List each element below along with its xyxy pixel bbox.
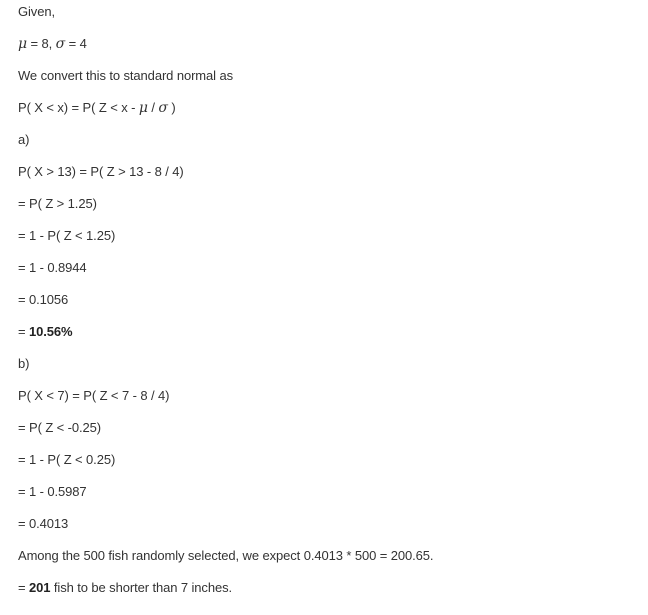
part-b-step: = P( Z < -0.25) <box>18 420 102 435</box>
answer-prefix: = <box>18 324 30 339</box>
answer-value: 10.56% <box>29 324 73 339</box>
part-a-step: = P( Z > 1.25) <box>18 196 97 211</box>
part-a-step: P( X > 13) = P( Z > 13 - 8 / 4) <box>18 164 184 179</box>
part-a-step: = 1 - 0.8944 <box>18 260 87 275</box>
given-label: Given, <box>18 4 55 19</box>
formula-mid: / <box>147 100 159 115</box>
sigma-value: = 4 <box>65 36 87 51</box>
part-b-step: = 1 - P( Z < 0.25) <box>18 452 116 467</box>
answer-value: 201 <box>29 580 51 595</box>
answer-suffix: fish to be shorter than 7 inches. <box>50 580 233 595</box>
part-a-label: a) <box>18 132 30 147</box>
sigma-symbol: σ <box>158 100 168 116</box>
part-a-final-answer <box>18 324 73 340</box>
expectation-sentence: Among the 500 fish randomly selected, we expect 0.4013 * 500 = 200.65. <box>18 548 434 563</box>
formula-prefix: P( X < x) = P( Z < x - <box>18 100 139 115</box>
mu-symbol: μ <box>138 100 148 116</box>
given-parameters <box>18 36 87 52</box>
convert-sentence: We convert this to standard normal as <box>18 68 233 83</box>
part-a-step: = 1 - P( Z < 1.25) <box>18 228 116 243</box>
part-b-label: b) <box>18 356 30 371</box>
standardization-formula <box>18 100 176 116</box>
part-b-step: P( X < 7) = P( Z < 7 - 8 / 4) <box>18 388 170 403</box>
mu-symbol: μ <box>18 36 27 52</box>
part-a-step: = 0.1056 <box>18 292 69 307</box>
part-b-final-answer <box>18 580 232 596</box>
part-b-step: = 1 - 0.5987 <box>18 484 87 499</box>
part-b-step: = 0.4013 <box>18 516 69 531</box>
formula-suffix: ) <box>167 100 176 115</box>
sigma-symbol: σ <box>55 36 66 52</box>
mu-value: = 8, <box>27 36 56 51</box>
answer-prefix: = <box>18 580 30 595</box>
